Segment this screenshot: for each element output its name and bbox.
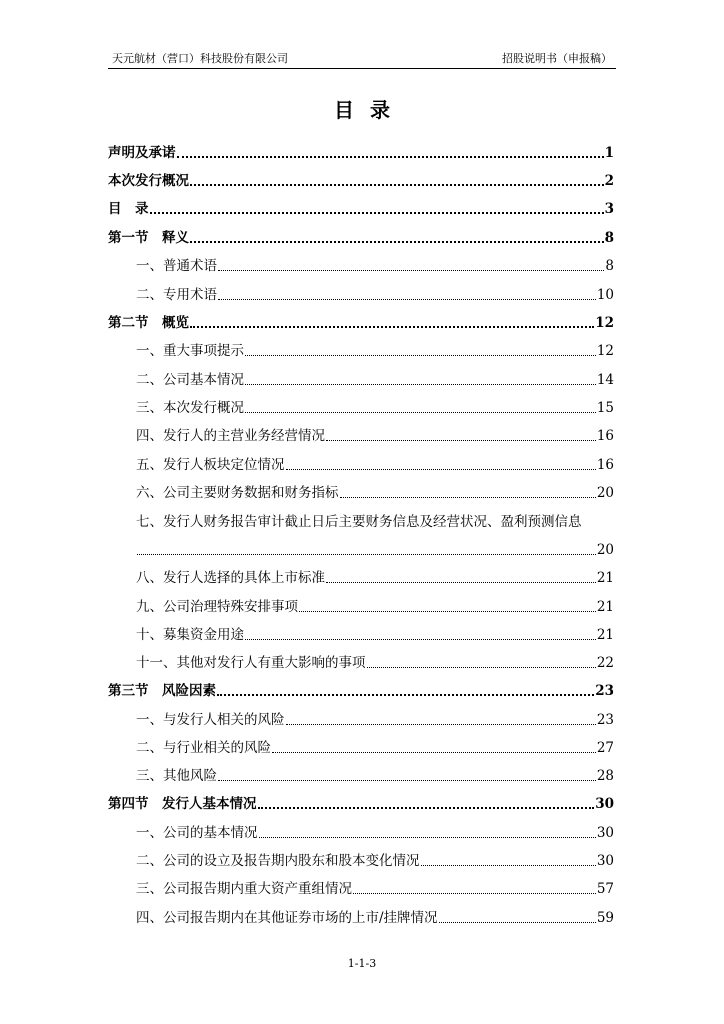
toc-entry-subsection[interactable] bbox=[108, 369, 614, 389]
toc-entry-page: 14 bbox=[596, 372, 614, 388]
toc-entry-contents[interactable] bbox=[108, 198, 614, 218]
toc-entry-subsection[interactable] bbox=[108, 340, 614, 360]
toc-entry-label: 第二节 概览 bbox=[108, 315, 189, 331]
toc-entry-section-4[interactable] bbox=[108, 793, 614, 813]
dot-leader bbox=[340, 496, 596, 498]
toc-entry-subsection[interactable] bbox=[108, 255, 614, 275]
toc-entry-page: 30 bbox=[596, 825, 614, 841]
toc-entry-page: 10 bbox=[596, 287, 614, 303]
toc-entry-page: 27 bbox=[596, 740, 614, 756]
toc-entry-label: 三、公司报告期内重大资产重组情况 bbox=[136, 881, 352, 897]
dot-leader bbox=[272, 751, 596, 753]
toc-entry-page: 28 bbox=[596, 768, 614, 784]
toc-entry-page: 57 bbox=[596, 881, 614, 897]
dot-leader bbox=[326, 581, 596, 583]
page-number: 1-1-3 bbox=[347, 957, 377, 970]
toc-entry-label: 八、发行人选择的具体上市标准 bbox=[136, 570, 325, 586]
dot-leader bbox=[218, 269, 604, 271]
toc-entry-subsection-long[interactable] bbox=[108, 511, 614, 531]
toc-entry-label: 二、专用术语 bbox=[136, 287, 217, 303]
toc-entry-label: 七、发行人财务报告审计截止日后主要财务信息及经营状况、盈利预测信息 bbox=[136, 514, 582, 530]
toc-entry-subsection[interactable] bbox=[108, 765, 614, 785]
toc-entry-page: 21 bbox=[596, 599, 614, 615]
dot-leader bbox=[245, 354, 596, 356]
toc-entry-page: 22 bbox=[596, 655, 614, 671]
toc-entry-page: 23 bbox=[595, 683, 614, 699]
toc-entry-label: 声明及承诺 bbox=[108, 145, 176, 161]
dot-leader bbox=[245, 383, 596, 385]
dot-leader bbox=[367, 666, 596, 668]
toc-entry-label: 五、发行人板块定位情况 bbox=[136, 457, 285, 473]
toc-entry-subsection[interactable] bbox=[108, 878, 614, 898]
toc-entry-page: 12 bbox=[595, 315, 614, 331]
toc-entry-page: 59 bbox=[596, 910, 614, 926]
toc-entry-page: 21 bbox=[596, 627, 614, 643]
toc-entry-label: 二、公司基本情况 bbox=[136, 372, 244, 388]
toc-entry-subsection[interactable] bbox=[108, 737, 614, 757]
page-title: 目录 bbox=[334, 98, 406, 122]
toc-entry-label: 一、重大事项提示 bbox=[136, 343, 244, 359]
toc-entry-label: 一、普通术语 bbox=[136, 258, 217, 274]
toc-entry-subsection[interactable] bbox=[108, 284, 614, 304]
dot-leader bbox=[258, 806, 595, 809]
toc-entry-label: 第四节 发行人基本情况 bbox=[108, 796, 257, 812]
toc-entry-subsection[interactable] bbox=[108, 596, 614, 616]
toc-entry-subsection[interactable] bbox=[108, 425, 614, 445]
toc-entry-page: 30 bbox=[596, 853, 614, 869]
toc-entry-section-1[interactable] bbox=[108, 227, 614, 247]
toc-entry-subsection[interactable] bbox=[108, 567, 614, 587]
toc-entry-section-2[interactable] bbox=[108, 312, 614, 332]
dot-leader bbox=[217, 693, 594, 696]
toc-entry-page: 3 bbox=[604, 201, 614, 217]
dot-leader bbox=[353, 892, 596, 894]
toc-entry-subsection[interactable] bbox=[108, 652, 614, 672]
dot-leader bbox=[190, 240, 604, 243]
toc-entry-label: 第一节 释义 bbox=[108, 230, 189, 246]
page-header bbox=[108, 50, 616, 69]
dot-leader bbox=[245, 638, 596, 640]
toc-entry-label: 六、公司主要财务数据和财务指标 bbox=[136, 485, 339, 501]
toc-entry-subsection[interactable] bbox=[108, 907, 614, 927]
toc-entry-label: 四、发行人的主营业务经营情况 bbox=[136, 428, 325, 444]
toc-entry-subsection[interactable] bbox=[108, 482, 614, 502]
toc-entry-statement[interactable] bbox=[108, 142, 614, 162]
toc-entry-page: 16 bbox=[596, 457, 614, 473]
toc-entry-subsection[interactable] bbox=[108, 397, 614, 417]
toc-entry-page: 16 bbox=[596, 428, 614, 444]
toc-entry-label: 二、与行业相关的风险 bbox=[136, 740, 271, 756]
dot-leader bbox=[190, 325, 594, 328]
dot-leader bbox=[439, 921, 596, 923]
toc-entry-section-3[interactable] bbox=[108, 680, 614, 700]
header-company-name: 天元航材（营口）科技股份有限公司 bbox=[112, 52, 288, 65]
toc-entry-label: 九、公司治理特殊安排事项 bbox=[136, 599, 298, 615]
toc-entry-offering-overview[interactable] bbox=[108, 170, 614, 190]
dot-leader bbox=[326, 439, 596, 441]
toc-entry-subsection[interactable] bbox=[108, 624, 614, 644]
toc-entry-page: 8 bbox=[604, 230, 614, 246]
toc-entry-subsection[interactable] bbox=[108, 709, 614, 729]
toc-entry-label: 一、与发行人相关的风险 bbox=[136, 712, 285, 728]
toc-entry-page: 1 bbox=[604, 145, 614, 161]
dot-leader bbox=[218, 298, 596, 300]
dot-leader bbox=[286, 723, 596, 725]
toc-entry-label: 第三节 风险因素 bbox=[108, 683, 216, 699]
toc-entry-label: 本次发行概况 bbox=[108, 173, 189, 189]
toc-entry-label: 二、公司的设立及报告期内股东和股本变化情况 bbox=[136, 853, 420, 869]
toc-entry-label: 三、本次发行概况 bbox=[136, 400, 244, 416]
toc-entry-page: 12 bbox=[596, 343, 614, 359]
dot-leader bbox=[259, 836, 596, 838]
toc-entry-page: 20 bbox=[596, 485, 614, 501]
toc-entry-label: 十、募集资金用途 bbox=[136, 627, 244, 643]
toc-entry-subsection[interactable] bbox=[108, 850, 614, 870]
dot-leader bbox=[190, 183, 604, 186]
toc-entry-page: 8 bbox=[605, 258, 614, 274]
toc-entry-page: 30 bbox=[595, 796, 614, 812]
toc-entry-label: 一、公司的基本情况 bbox=[136, 825, 258, 841]
toc-entry-label: 十一、其他对发行人有重大影响的事项 bbox=[136, 655, 366, 671]
toc-entry-page: 23 bbox=[596, 712, 614, 728]
dot-leader bbox=[286, 468, 596, 470]
toc-entry-subsection[interactable] bbox=[108, 454, 614, 474]
toc-entry-page: 20 bbox=[596, 542, 614, 558]
toc-entry-label: 目 录 bbox=[108, 201, 149, 217]
header-document-type: 招股说明书（申报稿） bbox=[502, 52, 612, 65]
dot-leader bbox=[245, 411, 596, 413]
dot-leader bbox=[421, 864, 596, 866]
toc-entry-label: 三、其他风险 bbox=[136, 768, 217, 784]
dot-leader bbox=[299, 610, 596, 612]
toc-entry-continuation[interactable] bbox=[108, 539, 614, 559]
toc-entry-subsection[interactable] bbox=[108, 822, 614, 842]
dot-leader bbox=[218, 779, 596, 781]
dot-leader bbox=[150, 211, 604, 214]
dot-leader bbox=[137, 553, 596, 555]
toc-entry-page: 2 bbox=[604, 173, 614, 189]
toc-entry-page: 15 bbox=[596, 400, 614, 416]
dot-leader bbox=[177, 155, 604, 158]
toc-entry-page: 21 bbox=[596, 570, 614, 586]
toc-entry-label: 四、公司报告期内在其他证券市场的上市/挂牌情况 bbox=[136, 910, 438, 926]
